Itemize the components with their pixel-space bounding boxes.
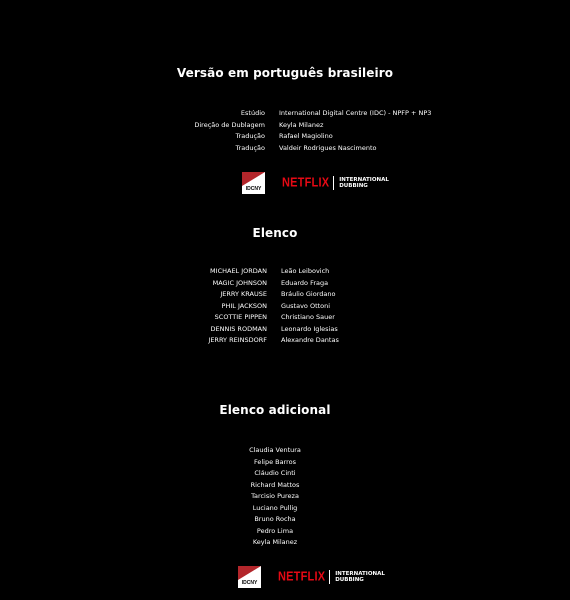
credit-role: Tradução <box>235 143 265 152</box>
list-item: Luciano Pullig <box>252 503 298 512</box>
character-name: JERRY KRAUSE <box>220 290 267 298</box>
cast-row <box>200 289 339 301</box>
character-name: MAGIC JOHNSON <box>212 278 267 287</box>
dubbing-logos-bottom <box>238 566 385 588</box>
character-name: PHIL JACKSON <box>221 301 267 310</box>
actor-name: Bráulio Giordano <box>281 290 336 298</box>
list-item: Cláudio Cinti <box>254 469 296 477</box>
netflix-logo: NETFLIX <box>278 570 326 584</box>
actor-name: Alexandre Dantas <box>281 336 339 344</box>
character-name: MICHAEL JORDAN <box>210 267 267 275</box>
credit-role: Tradução <box>235 132 265 140</box>
credit-name: International Digital Centre (IDC) - NPFP + NP3 <box>279 109 432 117</box>
section-title-additional-cast: Elenco adicional <box>219 403 331 417</box>
cast-credits <box>200 266 339 347</box>
idc-logo: IDCNY <box>238 566 261 588</box>
cast-row <box>200 266 339 278</box>
list-item: Felipe Barros <box>253 457 297 466</box>
character-name: JERRY REINSDORF <box>208 336 267 344</box>
list-item: Claudia Ventura <box>249 446 301 454</box>
credit-role: Direção de Dublagem <box>194 120 265 129</box>
credit-row <box>186 108 431 120</box>
credit-row <box>186 120 431 132</box>
actor-name: Leão Leibovich <box>281 267 330 275</box>
list-item: Keyla Milanez <box>252 538 298 546</box>
section-title-cast: Elenco <box>252 226 298 240</box>
list-item: Tarcisio Pureza <box>251 492 299 500</box>
credit-row <box>186 131 431 143</box>
list-item: Pedro Lima <box>256 526 294 535</box>
credit-role: Estúdio <box>240 109 265 117</box>
list-item: Richard Mattos <box>250 480 300 489</box>
logo-divider <box>333 176 334 190</box>
cast-row <box>200 312 339 324</box>
international-dubbing-label: INTERNATIONAL DUBBING <box>339 176 389 189</box>
logo-divider <box>329 570 330 584</box>
netflix-logo: NETFLIX <box>282 176 330 190</box>
actor-name: Eduardo Fraga <box>281 278 329 287</box>
cast-row <box>200 301 339 313</box>
international-dubbing-label: INTERNATIONAL DUBBING <box>335 570 385 583</box>
cast-row <box>200 324 339 336</box>
idc-logo: IDCNY <box>242 172 265 194</box>
actor-name: Gustavo Ottoni <box>281 301 331 310</box>
credit-name: Valdeir Rodrigues Nascimento <box>279 143 377 152</box>
cast-row <box>200 278 339 290</box>
additional-cast-list <box>0 445 550 549</box>
list-item: Bruno Rocha <box>254 515 296 523</box>
character-name: DENNIS RODMAN <box>210 324 267 333</box>
dubbing-logos-top <box>242 172 389 194</box>
studio-credits <box>186 108 431 154</box>
cast-row <box>200 335 339 347</box>
character-name: SCOTTIE PIPPEN <box>214 313 267 321</box>
actor-name: Christiano Sauer <box>281 313 335 321</box>
credit-row <box>186 143 431 155</box>
actor-name: Leonardo Iglesias <box>281 324 338 333</box>
section-title-version: Versão em português brasileiro <box>176 66 394 80</box>
credit-name: Keyla Milanez <box>279 120 324 129</box>
credit-name: Rafael Magiolino <box>279 132 333 140</box>
